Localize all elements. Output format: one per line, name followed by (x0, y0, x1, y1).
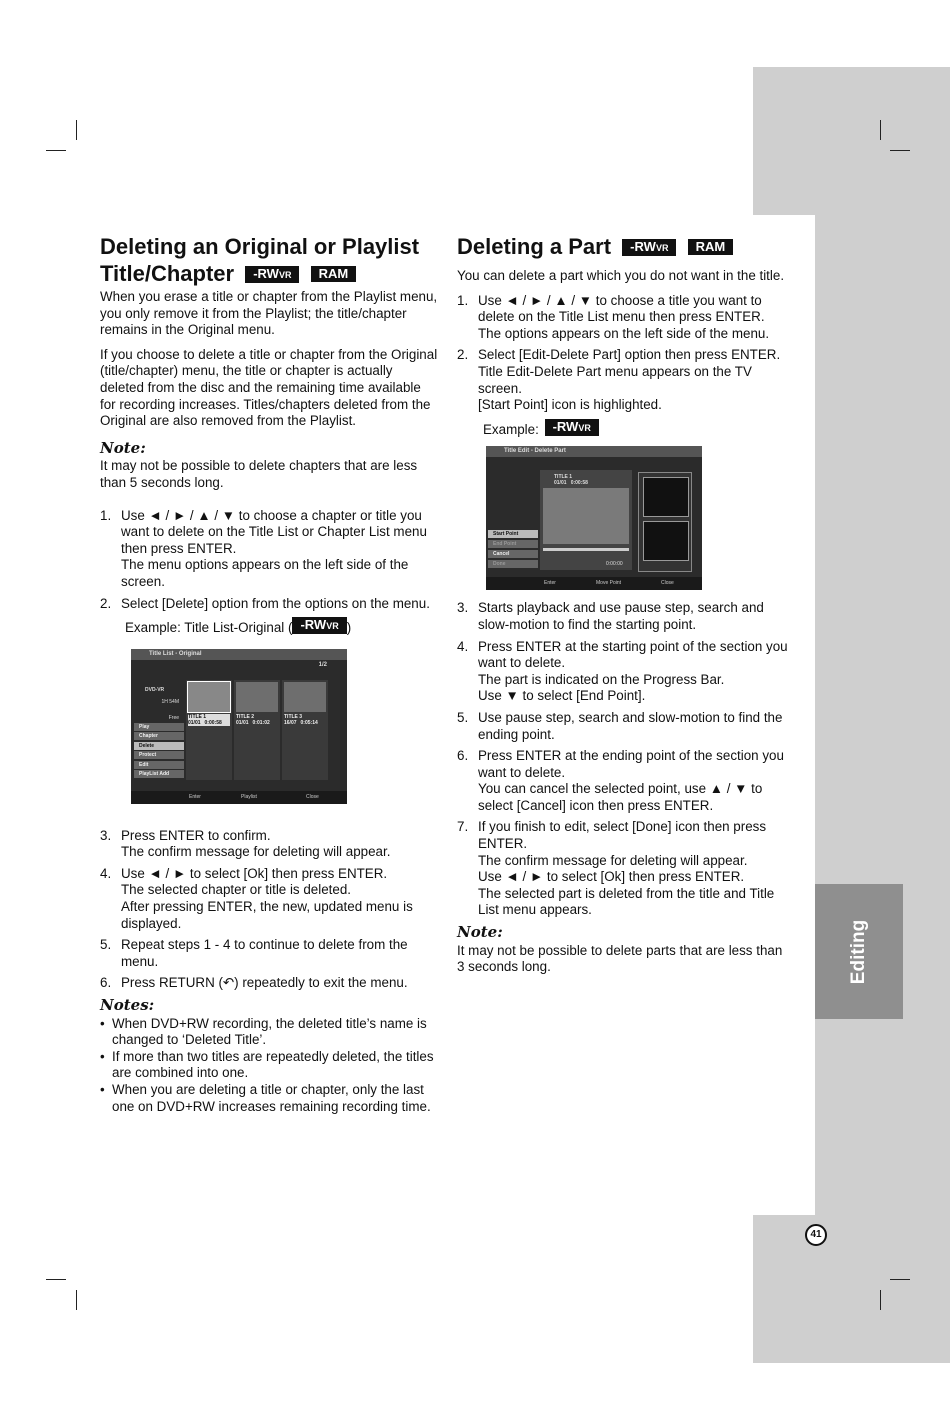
step-text: Select [Edit-Delete Part] option then press ENTER. Title Edit-Delete Part menu appears on the TV screen. [Start Point] icon is highlighted. (478, 347, 781, 413)
menu-option[interactable]: Edit (134, 761, 184, 769)
step-text: Use ◄ / ► to select [Ok] then press ENTER. The selected chapter or title is deleted. After pressing ENTER, the new, updated menu is displayed. (121, 865, 413, 931)
steps-list (457, 293, 792, 414)
side-panel-bottom (753, 1215, 950, 1363)
crop-mark (76, 1290, 77, 1310)
example-caption: Example: Title List-Original ( -RWVR ) (125, 617, 352, 636)
video-preview (543, 488, 629, 544)
right-column (457, 233, 792, 984)
step-number: 3. (457, 600, 469, 616)
progress-bar (543, 548, 629, 551)
screen-header: Title List - Original 1/2 (131, 649, 347, 660)
notes-heading: Notes: (100, 996, 155, 1015)
thumbnail-image (284, 682, 326, 712)
screen-footer: Enter Move Point Close (486, 577, 702, 590)
menu-option[interactable]: Play (134, 723, 184, 731)
title-label: TITLE 1 01/01 0:00:58 (188, 714, 230, 726)
step-text: Press ENTER at the starting point of the section you want to delete. The part is indicated on the Progress Bar. Use ▼ to select [End Point]. (478, 638, 788, 704)
free-space: 1H 54M Free (161, 698, 179, 722)
crop-mark (76, 120, 77, 140)
badge-ram: RAM (688, 239, 734, 255)
menu-option[interactable]: Cancel (488, 550, 538, 558)
menu-option[interactable]: Start Point (488, 530, 538, 538)
step-text: Use ◄ / ► / ▲ / ▼ to choose a title you want to delete on the Title List menu then press ENTER. The options appears on the left side of the menu. (478, 292, 770, 341)
section-heading: Deleting a Part -RWVR RAM (457, 233, 792, 260)
page-number: 41 (805, 1224, 827, 1246)
crop-mark (880, 1290, 881, 1310)
menu-option[interactable]: Delete (134, 742, 184, 750)
step-number: 4. (457, 638, 469, 654)
note-text: It may not be possible to delete chapters that are less than 5 seconds long. (100, 458, 418, 490)
step-item (457, 293, 792, 343)
step-number: 3. (100, 827, 112, 843)
note-item: • When DVD+RW recording, the deleted title’s name is changed to ‘Deleted Title’. (100, 1016, 440, 1049)
side-panel-top (753, 67, 950, 215)
crop-mark (46, 1279, 66, 1280)
section-heading: Deleting an Original or Playlist Title/Chapter -RWVR RAM (100, 234, 420, 286)
crop-mark (880, 120, 881, 140)
title-thumbnail[interactable] (282, 680, 328, 780)
step-item (100, 828, 440, 861)
intro-paragraph: When you erase a title or chapter from the Playlist menu, you only remove it from the Playlist; the title/chapter remains in the Original menu. (100, 289, 438, 338)
crop-mark (46, 150, 66, 151)
step-text: Press RETURN (↶) repeatedly to exit the menu. (121, 975, 408, 991)
thumbnail-image (188, 682, 230, 712)
step-item (457, 710, 792, 743)
step-item (457, 819, 792, 919)
steps-list (457, 600, 792, 919)
badge-rw-vr: -RWVR (292, 617, 346, 634)
step-number: 2. (457, 347, 469, 363)
note-item: • If more than two titles are repeatedly deleted, the titles are combined into one. (100, 1049, 440, 1082)
preview-frame (540, 470, 632, 570)
screen-header: Title Edit - Delete Part (486, 446, 702, 457)
step-item (100, 866, 440, 932)
step-text: Repeat steps 1 - 4 to continue to delete from the menu. (121, 937, 408, 969)
step-item (100, 596, 440, 613)
steps-list (100, 508, 440, 613)
screen-footer: Enter Playlist Close (131, 791, 347, 804)
menu-option[interactable]: Protect (134, 751, 184, 759)
delete-part-screenshot (486, 446, 702, 590)
steps-list (100, 828, 440, 992)
step-item (457, 639, 792, 705)
menu-option[interactable]: End Point (488, 540, 538, 548)
badge-ram: RAM (311, 266, 357, 282)
step-number: 5. (100, 937, 112, 953)
title-list-screenshot (131, 649, 347, 804)
menu-option[interactable]: Done (488, 560, 538, 568)
side-panel (815, 215, 950, 1215)
section-tab-label: Editing (848, 919, 869, 984)
step-text: Use ◄ / ► / ▲ / ▼ to choose a chapter or title you want to delete on the Title List or Chapter List menu then press ENTER. The menu options appears on the left side of the screen. (121, 507, 427, 589)
note-item: • When you are deleting a title or chapter, only the last one on DVD+RW increases remaining recording time. (100, 1082, 440, 1115)
badge-rw-vr: -RWVR (545, 419, 599, 436)
note-heading: Note: (100, 438, 146, 457)
step-item (457, 347, 792, 413)
thumbnail-image (236, 682, 278, 712)
step-text: Use pause step, search and slow-motion to find the ending point. (478, 709, 783, 742)
step-item (457, 600, 792, 633)
step-number: 1. (100, 507, 112, 523)
menu-option[interactable]: Chapter (134, 732, 184, 740)
step-item (100, 975, 440, 992)
title-thumbnail[interactable] (186, 680, 232, 780)
title-label: TITLE 3 16/07 0:05:14 (284, 713, 318, 726)
title-label: TITLE 2 01/01 0:01:02 (236, 713, 270, 726)
notes-list (100, 1016, 440, 1116)
step-item (457, 748, 792, 814)
step-text: Press ENTER at the ending point of the section you want to delete. You can cancel the selected point, use ▲ / ▼ to select [Cancel] icon then press ENTER. (478, 748, 784, 813)
part-preview-panel (638, 472, 692, 572)
example-caption: Example: -RWVR (483, 419, 792, 439)
step-number: 6. (100, 975, 112, 991)
crop-mark (890, 150, 910, 151)
time-counter: 0:00:00 (606, 561, 623, 568)
note-text: It may not be possible to delete parts that are less than 3 seconds long. (457, 942, 783, 975)
intro-paragraph: If you choose to delete a title or chapter from the Original (title/chapter) menu, the title or chapter is actually deleted from the disc and the remaining time available for recording increases. Titles/chapters deleted from the Original are also removed from the Playlist. (100, 346, 438, 429)
step-number: 1. (457, 292, 469, 308)
step-text: If you finish to edit, select [Done] icon then press ENTER. The confirm message for deleting will appear. Use ◄ / ► to select [Ok] then press ENTER. The selected part is deleted from the title and Title List menu appears. (478, 819, 775, 918)
step-number: 4. (100, 865, 112, 881)
step-text: Starts playback and use pause step, search and slow-motion to find the starting point. (478, 600, 764, 632)
left-column (100, 233, 440, 1115)
step-number: 7. (457, 819, 469, 835)
step-number: 5. (457, 709, 469, 725)
step-number: 6. (457, 748, 469, 764)
badge-rw-vr: -RWVR (622, 239, 676, 256)
crop-mark (890, 1279, 910, 1280)
title-thumbnail[interactable] (234, 680, 280, 780)
badge-rw-vr: -RWVR (245, 266, 299, 283)
menu-option[interactable]: PlayList Add (134, 770, 184, 778)
step-number: 2. (100, 595, 112, 611)
title-info: TITLE 1 01/01 0:00:58 (554, 474, 588, 487)
step-item (100, 508, 440, 591)
section-tab (815, 884, 903, 1019)
note-heading: Note: (457, 923, 503, 942)
intro-paragraph: You can delete a part which you do not want in the title. (457, 268, 785, 283)
disc-type: DVD-VR (145, 686, 165, 693)
step-text: Press ENTER to confirm. The confirm message for deleting will appear. (121, 827, 391, 860)
step-text: Select [Delete] option from the options on the menu. (121, 595, 430, 611)
step-item (100, 937, 440, 970)
